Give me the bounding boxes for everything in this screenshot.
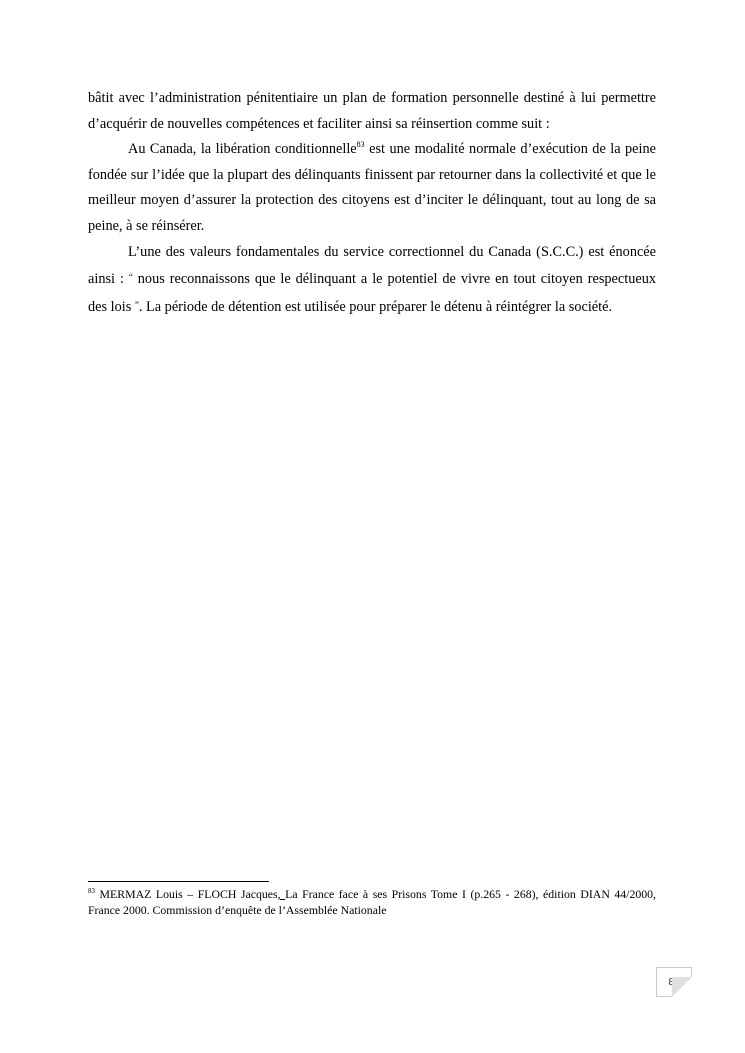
paragraph-2 (88, 137, 656, 239)
open-quote: “ (128, 272, 133, 283)
footnote (88, 886, 656, 918)
footnote-reference[interactable]: 83 (356, 140, 365, 150)
paragraph-3-quote: nous reconnaissons que le délinquant a le potentiel de vivre en tout citoyen respectueux des lois (88, 271, 657, 315)
page-number-box (656, 967, 692, 997)
paragraph-2-start: Au Canada, la libération conditionnelle (128, 141, 357, 158)
page-number: 86 (668, 976, 680, 988)
main-text (88, 86, 656, 320)
paragraph-3-start: L’une des valeurs fondamentales du service correctionnel du Canada (S.C.C.) est énoncée ainsi : (88, 243, 656, 288)
paragraph-3-end: . La période de détention est utilisée pour préparer le détenu à réintégrer la société. (138, 298, 613, 315)
paragraph-3 (88, 240, 656, 321)
close-quote: ” (134, 299, 139, 310)
paragraph-1-text: bâtit avec l’administration pénitentiaire un plan de formation personnelle destiné à lui permettre d’acquérir de nouvelles compétences et faciliter ainsi sa réinsertion comme suit : (88, 90, 656, 132)
footnote-separator-mark: , (277, 887, 286, 901)
footnote-text: La France face à ses Prisons Tome I (p.265 - 268), édition DIAN 44/2000, France 2000. Commission d’enquête de l’Assemblée Nationale (88, 887, 656, 918)
footnote-number: 83 (88, 887, 95, 896)
paragraph-2-end: est une modalité normale d’exécution de la peine fondée sur l’idée que la plupart des délinquants finissent par retourner dans la collectivité et que le meilleur moyen d’assurer la protection des citoyens est d’inciter le délinquant, tout au long de sa peine, à se réinsérer. (88, 141, 656, 234)
footnote-authors: MERMAZ Louis – FLOCH Jacques (95, 887, 278, 901)
paragraph-1 (88, 86, 656, 137)
footnote-separator (88, 881, 269, 882)
